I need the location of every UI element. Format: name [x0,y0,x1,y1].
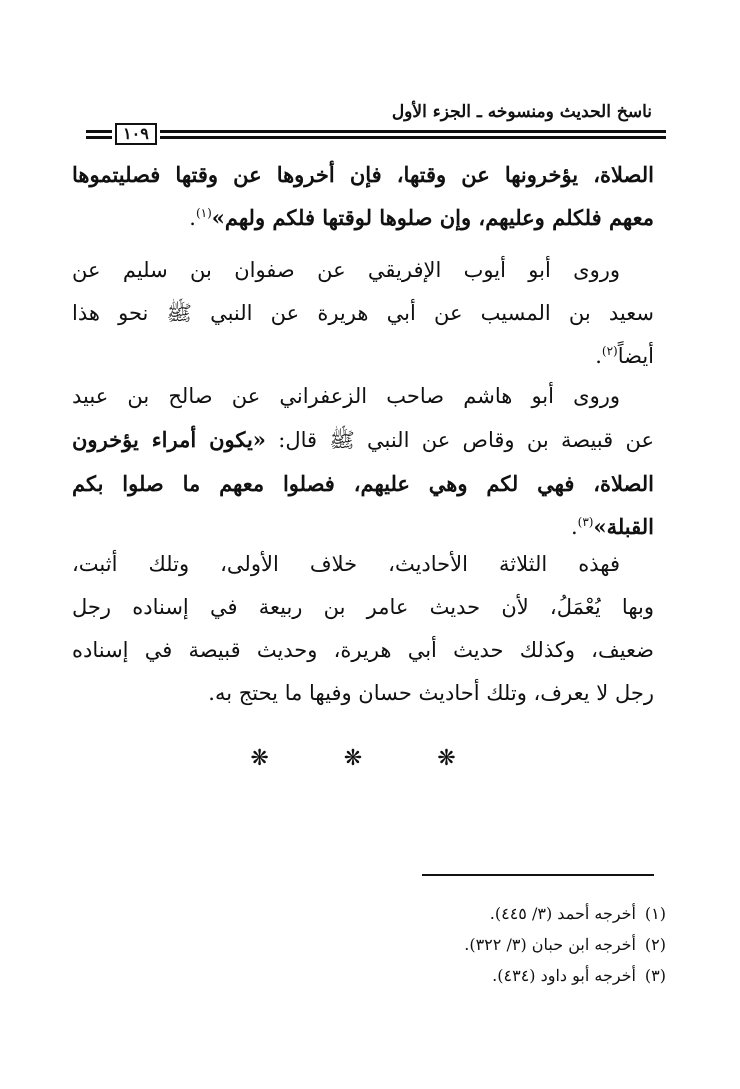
paragraph-4-line-4: رجل لا يعرف، وتلك أحاديث حسان وفيها ما يحتج به. [208,681,654,705]
paragraph-4-line-1: فهذه الثلاثة الأحاديث، خلاف الأولى، وتلك أثبت، [72,552,620,576]
paragraph-1-line-2-text: معهم فلكلم وعليهم، وإن صلوها لوقتها فلكم ولهم» [211,205,654,230]
paragraph-3-tail: . [570,515,578,539]
paragraph-3-line-4-text: القبلة» [593,514,654,539]
footnote-separator [422,874,654,876]
footnote-ref-1: (١) [195,206,212,220]
footnote-2-number: (٢) [644,935,666,954]
footnote-1-number: (١) [644,904,666,923]
section-divider: ❋ ❋ ❋ [250,746,490,771]
paragraph-2 [72,249,654,378]
paragraph-4 [72,543,654,715]
page-number: ١٠٩ [115,123,157,145]
paragraph-2-line-1: وروى أبو أيوب الإفريقي عن صفوان بن سليم عن [72,258,620,282]
paragraph-3-line-1: وروى أبو هاشم صاحب الزعفراني عن صالح بن عبيد [72,384,620,408]
paragraph-2-tail: . [595,344,602,368]
paragraph-1-tail: . [189,206,196,230]
footnotes [266,898,666,991]
paragraph-3-line-2 [72,418,654,462]
paragraph-3-line-2-bold: «يكون أمراء يؤخرون [72,427,266,452]
running-title: ناسخ الحديث ومنسوخه ـ الجزء الأول [391,102,652,122]
paragraph-4-line-3: ضعيف، وكذلك حديث أبي هريرة، وحديث قبيصة في إسناده [72,638,654,662]
paragraph-4-line-2: وبها يُعْمَلُ، لأن حديث عامر بن ربيعة في إسناده رجل [72,595,654,619]
paragraph-1 [72,153,654,240]
footnote-2-text: أخرجه ابن حبان (٣/ ٣٢٢). [464,935,636,954]
paragraph-2-line-3 [72,335,654,378]
footnote-1 [266,898,666,929]
footnote-2 [266,929,666,960]
paragraph-3-line-2-plain: عن قبيصة بن وقاص عن النبي ﷺ قال: [265,428,654,452]
footnote-3 [266,960,666,991]
paragraph-1-line-2 [72,196,654,240]
header-rule-short [86,130,112,139]
paragraph-2-line-3-text: أيضاً [617,344,654,368]
paragraph-1-line-1: الصلاة، يؤخرونها عن وقتها، فإن أخروها عن وقتها فصليتموها [72,162,654,187]
paragraph-3-line-3: الصلاة، فهي لكم وهي عليهم، فصلوا معهم ما صلوا بكم [72,471,654,496]
header-rule-long [160,130,666,139]
paragraph-3 [72,375,654,549]
footnote-3-number: (٣) [644,966,666,985]
footnote-ref-3: (٣) [577,515,594,529]
header-rule [86,123,666,145]
footnote-1-text: أخرجه أحمد (٣/ ٤٤٥). [489,904,636,923]
paragraph-2-line-2: سعيد بن المسيب عن أبي هريرة عن النبي ﷺ نحو هذا [72,301,654,325]
footnote-ref-2: (٢) [601,344,618,358]
footnote-3-text: أخرجه أبو داود (٤٣٤). [492,966,636,985]
